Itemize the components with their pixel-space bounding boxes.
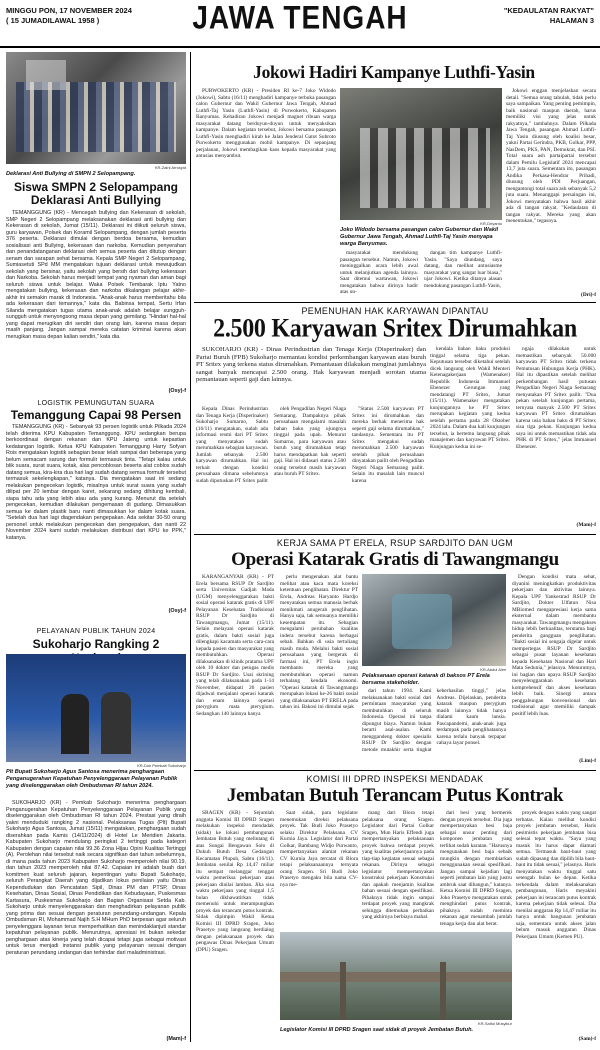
logistics-signature: (Osy)-f	[150, 608, 186, 614]
cataract-article-col1	[196, 574, 274, 766]
sritex-article-col4	[430, 346, 510, 530]
section-rule-1	[194, 302, 596, 303]
anti-bullying-photo	[6, 52, 186, 164]
bridge-signature: (Sam)-f	[560, 1036, 596, 1042]
jokowi-photo	[340, 88, 502, 220]
logistics-headline: Temanggung Capai 98 Persen	[10, 408, 182, 422]
ombudsman-award-photo	[6, 654, 186, 762]
cataract-photo-caption: Pelaksanaan operasi katarak di baksos PT Erela bersama stakeholder.	[362, 673, 490, 686]
bridge-article-col1	[196, 810, 274, 1044]
bridge-body-col2: Saat sidak, para legislator menemukan direksi pelaksana proyek. Tak Budi Joko Prasetyo selaku Direktur Pelaksana CV Kurnia Jaya. Legislator dari Partai Golkar, Bambang Widjo Purwanto, mempertanyakan alamat rekanan CV Kurnia Jaya tercatat di Blora tetapi pelaksanaannya ternyata orang Sragen. Sri Budi Joko Prasetyo mengaku bila nama CV-nya me-	[280, 810, 358, 888]
sritex-article-col5	[516, 346, 596, 530]
sritex-body-col1: Kepala Dinas Perindustrian dan Tenaga Kerja (Disperinaker) Sukoharjo Sumarno, Sabtu (16/11) mengatakan, sudah ada informasi resmi dari PT Sritex yang menyatakan sudah merumahkan sebagian karyawan. Jumlah sebanyak 2.500 karyawan dirumahkan. Hal ini terkait dengan kondisi perusahaan dimana sebelumnya sudah diputuskan PT Sritex pailit	[196, 406, 268, 484]
sritex-body-col3: "Status 2.500 karyawan PT Sritex ini dirumahkan dan mereka berhak menerima hak seperti gaji selama dirumahkan," tandasnya. Sementara itu PT Sritex mengakui sudah merumahkan 2.500 karyawan setelah pihak perusahaan dinyatakan pailit oleh Pengadilan Negeri Niaga Semarang pailit. Selain itu masalah lain muncul karena	[352, 406, 424, 484]
bridge-body-col4: dari besi yang bermerek dengan proyek tersebut. Dia juga mempertanyakan besi baja sebagai unsur penting dari komponen jembatan yang terlihat sudah karatan. "Harusnya mengunakan besi baja sebaik mungkin dengan membiarkan menggunakan sesuai spesifikasi. Jangan sampai kejadian lagi seperti jembatan lain yang justru ambruk saat dibangun," katanya. Ketua Komisi III DPRD Sragen, Joko Prasetyo mengatakan untuk menghindari putus kontrak, pihaknya sudah meminta rekanan agar menambah jumlah tenaga kerja dan alat berat.	[440, 810, 512, 927]
cataract-kicker: KERJA SAMA PT ERELA, RSUP SARDJITO DAN UGM	[276, 538, 514, 548]
public-service-article	[6, 800, 186, 1044]
sritex-article-col2	[274, 406, 346, 530]
cataract-article-col4	[512, 574, 596, 766]
bridge-kicker: KOMISI III DPRD INSPEKSI MENDADAK	[306, 774, 484, 784]
public-service-signature: (Mam)-f	[150, 1036, 186, 1042]
jokowi-photo-credit: KR-Driyanto	[480, 221, 502, 226]
bridge-body-col1: SRAGEN (KR) - Sejumlah anggota Komisi III DPRD Sragen melakukan inspeksi mendadak (sidak) ke lokasi pembangunan Jembatan Butuh yang melintang di atas Sungai Bengawan Solo di Dukuh Butuh Desa Gedangan Kecamatan Plupuh, Sabtu (16/11). Jembatan senilai Rp 14,47 miliar itu sempat melanggar tenggat waktu pemeriksa pekerjaan atau pekerjaan dinilai lamban. Jika sisa waktu pekerjaan yang tinggal 1,5 bulan dikhawatirkan tidak memenuhi untuk merampungkan proyek dan terancam putus kontrak. Sidak dipimpin Wakil Ketua Komisi III DPRD Sragen, Joko Prasetyo yang langsung berdialog dengan pelaksanaan proyek dan pengawas Dinas Pekerjaan Umum (DPU) Sragen.	[196, 810, 274, 953]
cataract-article-col2	[280, 574, 358, 766]
bridge-article-col4	[440, 810, 512, 930]
jokowi-headline: Jokowi Hadiri Kampanye Luthfi-Yasin	[253, 62, 535, 82]
ombudsman-photo-credit: KR-Dok Pemkab Sukoharjo	[137, 763, 186, 768]
jokowi-article-col1b	[196, 226, 336, 298]
sritex-article-col3	[352, 406, 424, 530]
section-rule-2	[194, 534, 596, 535]
cataract-photo-credit: KR-Abdul Alim	[480, 667, 506, 672]
sritex-lead	[196, 346, 426, 404]
cataract-photo	[362, 574, 506, 666]
anti-bullying-photo-credit: KR-Zaini Arrosyid	[154, 165, 186, 170]
column-divider	[190, 52, 191, 1042]
bridge-body-col5: proyek dengan waktu yang sangat terbatas. Kalau melihat kondisi proyek jembatan tersebut, Haris pesimistis pekerjaan jembatan bisa selesai tepat waktu. "Saya yang masuk itu harus dapat diamati semua. Termasuk baut-baut yang sudah dipasang dan dipilih bila baut-baut itu tidak sesuai," jelasnya. Haris menyatakan waktu tinggal satu setengah bulan ke depan. Ketika terkendala dalam melaksanakan pembangunan, Haris meyakini pekerjaan ini terancam putus kontrak karena pekerjaan tidak selesai. Dia menilai anggaran Rp 14,47 miliar itu hanya untuk bangunan jembatan saja, sementara untuk akses jalan belum masuk anggaran Dinas Pekerjaan Umum (Kemen PU).	[516, 810, 596, 940]
jokowi-signature: (Dri)-f	[560, 292, 596, 298]
cataract-body-col1: KARANGANYAR (KR) - PT Erela bersama RSUP Dr Sardjito serta Universitas Gadjah Mada (UGM) menyelenggarakan bakti sosial operasi katarak gratis di UPF Pelayanan Kesehatan Tradisional RSUP Dr Sardjito di Tawangmangu, Jumat (15/11). Selain melayani operasi katarak gratis, dalam bakti sosial juga dilengkapi kacamata serta cara-cara kepada pasien dan masyarakat yang membutuhkan. Operasi dilaksanakan di klinik pratama UPF oleh 10 dokter dan petugas medis RSUP Dr Sardjito. Usai skrining yang telah dilaksanakan pada 1-14 November, didapati 26 pasien dijadwal menjalani operasi katarak dan enam lainnya operasi pterygium mata pterygium. Sedangkan 140 lainnya hanya	[196, 574, 274, 717]
cataract-article-col3	[362, 688, 506, 766]
header-rule	[0, 46, 600, 48]
jokowi-article-col2	[506, 88, 596, 300]
sritex-body-col2: oleh Pengadilan Negeri Niaga Semarang. Dampaknya pihak perusahaan mengalami masalah bahan baku yang ujungnya tinggal pada upah. Menurut Sumarno, para karyawan atau buruh yang dirumahkan tetap harus mendapatkan hak seperti gaji. Hal ini didasari status 2.500 orang tersebut masih karyawan atau buruh PT Sritex.	[274, 406, 346, 477]
ombudsman-photo-caption: Plt Bupati Sukoharjo Agus Santosa menerima penghargaan Penganugerahan Kepatuhan Penyelenggaraan Pelayanan Publik yang diselenggarakan oleh Ombudsman RI tahun 2024.	[6, 769, 178, 789]
bridge-photo-caption: Legislator Komisi III DPRD Sragen saat sidak di proyek Jembatan Butuh.	[280, 1027, 474, 1033]
sritex-headline: 2.500 Karyawan Sritex Dirumahkan	[213, 314, 577, 344]
jokowi-photo-caption: Joko Widodo bersama pasangan calon Gubernur dan Wakil Gubernur Jawa Tengah, Ahmad Luthfi-Taj Yasin menyapa warga Banyumas.	[340, 227, 499, 247]
sritex-kicker: PEMENUHAN HAK KARYAWAN DIPANTAU	[301, 306, 489, 316]
bridge-headline: Jembatan Butuh Terancam Putus Kontrak	[226, 785, 564, 806]
sritex-signature: (Mam)-f	[560, 522, 596, 528]
page-number: HALAMAN 3	[549, 16, 594, 25]
bridge-article-col3	[362, 810, 434, 930]
jokowi-body-col2: Jokowi enggan menjelaskan secara detail. "Semua orang tahulah, tidak perlu saya sampaikan. Yang penting pemimpin, baik nasional maupun daerah, harus memiliki visi yang jelas untuk rakyatnya," tambahnya. Dalam Pilkada Jawa Tengah, pasangan Ahmad Luthfi-Taj Yasin diusung oleh koalisi besar, yakni Partai Gerindra, PKB, Golkar, PPP, NasDem, PKS, PAN, Demokrat, dan PSI. Total suara ash partaipartai tersebut dalam Pemilu Legislatif 2024 mencapai 13,7 juta suara. Sementara itu, pasangan Andika Perkasa-Hendrar Prihadi, diusung oleh PDI Perjuangan, mengantongi total suara ash sebanyak 5,2 juta suara. Menanggapi persaingan ini, Jokowi menyatakan bahwa hasil akhir ada di tangan rakyat. "Kedaulatan di tangan rakyat. Mereka yang akan menentukan," tegasnya.	[506, 88, 596, 224]
public-service-headline: Sukoharjo Rangking 2	[32, 637, 160, 651]
bridge-article-col2	[280, 810, 358, 930]
anti-bullying-body: TEMANGGUNG (KR) - Mencegah bullying dan Kekerasan di sekolah, SMP Negeri 2 Selopampang melaksanakan deklarasi anti bullying dan Kekerasan di sekolah, Jumat (15/11). Deklarasi ini diikuti seluruh siswa, guru karyawan, Polsek dan Koramil Selopampang, dengan jumlah peserta 376 peserta. Deklarasi dimulai dengan berdoa bersama, kemudian sosialisasi anti Bullying, kekerasan dan narkoba. Kemudian penyerahan dan penandatanganan deklarasi oleh semua peserta dan ditutup dengan senam dan sarapan sehat bersama. Kepala SMP Negeri 2 Selopampang, Sumiasetuti SPd MM mengatakan tujuan deklarasi untuk mewujudkan sekolah yang bersinar, yaitu sekolah yang bersih dari bullying kekerasan dan Narkoba. Sekolah harus menjadi tempat yang nyaman dan aman bagi seluruh siswa untuk belajar. Waka Polsek Tembarak Iptu Yatno mengatakan bullying, kekerasan dan narkoba dikalangan pelajar akhir-akhir ini semakin marak di Indonesia. "Anak-anak harus memberitahu bila ada kekerasan dari temannya," kata dia. Babinsa tempat, Sertu Irfan Silanda mengatakan tugas utama anak-anak adalah belajar sungguh-sungguh untuk menyongsong masa depan yang gemilang. "Hindari hal-hal yang dapat merugikan diri sendiri dan orang lain, karena masa depan masih panjang. Jangan sampai mereka catatan kriminal karena akan merugikan masa depan kalian sendiri," kata dia.	[6, 210, 186, 340]
jokowi-article-under1	[340, 250, 418, 298]
public-service-body: SUKOHARJO (KR) - Pemkab Sukoharjo menerima penghargaan Penganugerahan Kepatuhan Penyelenggaraan Pelayanan Publik yang diselenggarakan oleh Ombudsman RI tahun 2024. Prestasi yang diraih yakni menduduki rangking 2 nasional. Pelaksanaa Tugas (Plt) Bupati Sukoharjo Agus Santosa, Jumat (15/11) mengatakan, penghargaan sudah diserahkan pada Kamis (14/11/2024) di Hotel Le Meridien Jakarta. Kabupaten Sukoharjo mendulang peringkat 2 tertinggi pada kategori Kabupaten dengan capaian nilai 99.36 Zona Hijau Opini Kualitas Tertinggi (A). Perolehan nilai tersebut naik secara signifikan dari tahun sebelumnya, di mana pada tahun 2023 Kabupaten Sukoharjo memperoleh nilai 90.19, dan tahun 2023 memperoleh nilai 87.42. Capaian ini adalah buah dari komitmen kuat seluruh jajaran, kepentingan yaitu Bupati Sukoharjo, seluruh Perangkat Daerah yang dijadikan lokus penilaian yaitu Dinas Kependudukan dan Pencatatan Sipil, Dinas PM dan PTSP, Dinas Kesehatan, Dinas Sosial, Dinas Pendidikan dan Kebudayaan, Puskesmas Kartasura, Puskesmas Sukoharjo dan Bagian Organisasi Setda Kab. Sukoharjo untuk menyelenggarakan dan menghadirkan pelayanan publik yang prima dan sesuai dengan peraturan perundang-undangan. Kepala Ombudsman RI, Mohammad Najih S.H MHum PhD berpesan agar seluruh penyelenggara layanan terus memperhatikan dan menindaklanjuti standar kepatuhan pelayanan publik. Menurutnya, apresiasi ini bukan sekedar penghargaan atas kinerja yang telah dicapai tetapi juga sebagai motivasi untuk terus menjadi instansi publik yang pelayanan sesuai dengan peraturan perundang undangan dan terhindar dari maladministrasi.	[6, 800, 186, 956]
cataract-body-col2: perlu mengenakan alat bantu melihat atau kaca mata koreksi ketentuan penglihatan. Direktur PT Erela, Andreas Haryanto Hardjo menyatakan semua manusia berhak menikmati anugerah penglihatan. Hanya saja, tak semuanya memiliki kesempatan itu. Sebagian mengalami perubahan kualitas indera tersebut karena berbagai sebab. Bahkan di usia tertuliang masih muda. Melalui bakti sosial perusahaan yang bergerak di farmasi ini, PT Erela ingin membantu mereka yang membutuhkan operasi namun terhalang kendala ekonomi. "Operasi katarak di Tawangmangu merupakan lokasi ke-26 bakti sosial yang dilaksanakan PT ERELA pada tahun ini. Bakosi ini dimulai sejak	[280, 574, 358, 710]
sritex-body-col5: ngaja dilakukan untuk memastikan sebanyak 50.000 karyawan PT Sritex tidak terkena Pemutusan Hubungan Kerja (PHK). Hal itu dipastikan setelah melihat perkembangan hasil putusan Pengadilan Negeri Niaga Semarang menyatakan PT Sritex pailit. "Dua pekan setelah kunjungan pertama, ternyata manyak 2.500 PT Sritex karyawan PT Sritex dirumahkan karena usia bahan baku di PT Sritex sisa tiga pekan. Kunjungan kedua saya ini untuk memastikan tidak ada PHK di PT Sritex," jelas Immanuel Ebenezer.	[516, 346, 596, 450]
page-info	[504, 6, 594, 26]
jokowi-article-under2	[424, 250, 502, 298]
public-service-kicker: PELAYANAN PUBLIK TAHUN 2024	[36, 628, 156, 635]
anti-bullying-signature: (Osy)-f	[150, 388, 186, 394]
sritex-lead-text: SUKOHARJO (KR) - Dinas Perindustrian dan Tenaga Kerja (Disperinaker) dan Partai Buruh (FPB) Sukoharjo memantau kondisi perkembangan karyawan atau buruh PT Sritex yang terkena status dirumahkan. Pemantauan dilakukan menginat jumlahnya sangat banyak mencapai 2.500 orang. Hak karyawan menjadi sorotan utama pemantauan seperti gaji dan lainnya.	[196, 346, 426, 384]
sritex-body-col4: kendala bahan baku produksi tinggal selama tiga pekan. Keputusan tersebut diketahui setelah dicek langsung oleh Wakil Menteri Ketenagakerjaan (Wamenaker) Republik Indonesia Immanuel Ebenezer Gerungan yang mendatangi PT Sritex, Jumat (15/11). Wamenaker mengatakan kunjungannya ke PT Sritex merupakan kegiatan yang kedua setelah pertama pada 28 Oktober 2024 lalu. Dalam dua kali kunjungan tersebut, ia bertemu langsung pihak manajemen dan karyawan PT Sritex. Kunjungan kedua ini se-	[430, 346, 510, 450]
sritex-article-col1	[196, 406, 268, 530]
logistics-kicker: LOGISTIK PEMUNGUTAN SUARA	[37, 400, 155, 407]
cataract-body-col4: Dengan kondisi mata sehat, diyanini meningkatkan produktivitas pekerjaan dan aktivitas lainnya. Kepala UPF Yankestrad RSUP Dr Sardjito, Dokter Ulfatun Nisa MBiomed mengapresiasi kerja sama eksternal dalam membantu masyarakat. Tawangmangu mengakses hidup lebih berkualitas, terutama bagi penderita gangguan penglihatan. "Bakti sosial ini sengaja digelar untuk mempertegas RSUP Dr Sardjito sebagai pusat layanan kesehatan kepada Kesehatan Nasional dan Hari Mata Sedunia," jelasnya. Menurutnya, ini bagian dan upaya RSUP Sardjito menyelenggarakan kesehatan komprehensif dan akses kesehatan lebih baik. Sinergi antara penggabungan konvensional dan tradisional agar memiliki dampak positif lebih luas.	[512, 574, 596, 717]
jokowi-article-col1	[196, 88, 336, 226]
bridge-photo	[280, 932, 512, 1020]
bridge-article-col5	[516, 810, 596, 1044]
jokowi-body-under1: masyarakat mendukung pasangan tersebut. Namun, Jokowi meninggalkan acara lebih awal untuk melanjutkan agenda lainnya. Saat ditemui wartawan, Jokowi mengatakan bahwa dirinya hadir atas un-	[340, 250, 418, 295]
edition-hijri-date: ( 15 JUMADILAWAL 1958 )	[6, 16, 100, 25]
anti-bullying-photo-caption: Deklarasi Anti Bullying di SMPN 2 Selopampang.	[6, 171, 136, 177]
jokowi-body-under2: dangan tim kampanye Luthfi-Yasin. "Saya diundang, saya datang, dan melihat antusiasme masyarakat yang sangat luar biasa," ujar Jokowi. Ketika ditanya alasan mendukung pasangan Luthfi-Yasin,	[424, 250, 502, 289]
bridge-photo-credit: KR-Saiful Musyikur	[477, 1021, 512, 1026]
anti-bullying-article	[6, 210, 186, 396]
newspaper-motto: "KEDAULATAN RAKYAT"	[503, 6, 594, 15]
section-rule-3	[194, 770, 596, 771]
cataract-body-col3: dari tahun 1994. Kami melaksanakan bakti sosial dari permintaan masyarakat yang membutuhkan di seluruh Indonesia. Operasi ini tanpa dipungut biaya. Namun bukan berarti asal-asalan. Kami menggandeng dokter spesialis RSUP Dr Sardjito dengan metode mutakhir serta tingkat keberhasilan tinggi," jelas Andreas. Dijelaskan, penderita katarak maupun pterygium masih lainnya tidak hanya dialami kaum lansia. Pascapandemi, anak-anak juga terdampak pada penglihatannya karena terlalu banyak terpapar cahaya layar ponsel.	[362, 688, 506, 753]
cataract-signature: (Lim)-f	[560, 758, 596, 764]
page-title: JAWA TENGAH	[192, 0, 408, 36]
bridge-body-col3: mang dari Blora tetapi pelaksana orang Sragen. Legislator dari Partai Golkar Sragen, Mun Haris Effendi juga mempertanyakan pelaksanaan proyek bahwa terdapat proyek yang kualitas pekerjaannya pada tiap-tiap kegiatan sesuai sebagai rekanan. Dirinya sebagai legislator mempertanyakan konstruksi pekerjaan Konstruksi dan apakah menjamin kualitas bahan sesuai dengan spesifikasi. Pihaknya tidak ingin sampai terdapat proyek yang mangkrak sehingga ditemukan perbaikan yang akhirnya berbiaya mahal.	[362, 810, 434, 920]
edition-date: MINGGU PON, 17 NOVEMBER 2024	[6, 6, 132, 15]
logistics-article	[6, 424, 186, 616]
logistics-body: TEMANGGUNG (KR) - Sebanyak 93 persen logistik untuk Pilkada 2024 telah diterima KPU Kabupaten Temanggung. KPU sedangkan berupa berkoordinasi dengan rekanan dan KPU Jateng untuk kepastian kedatangan logistik. Ketua KPU Kabupaten Temanggung Harry Sofyan Rois mengatakan logistik sebagian besar telah sampai dan beberapa yang belum semacam sarung dan formulir termasuk tinta. "Tetapi kalau untuk blik suara, surat suara, kotak, alas pencoblosan beserta alat coblos sudah datang semua, kira-kira dua hari lagi sudah datang semua formulir tersebut termasuk sekelengkapan," katanya. Dia mengatakan saat ini sedang melakukan pengecekan logistik, misalnya untuk surat suara yang sudah dilipat per 20 lembar dengan karet, sekarang sedang dihitung kembali, siapa tahu ada yang lebih atau ada yang kurang. Menurut dia setelah pengecekan, kemudian dilakukan pengemasan di gudang. Dimasukkan semua ke dalam plastik baru nanti dimasukkan ke dalam kotak suara. "Setelah dua hari lagi diagendakan pengepakan. Ada sekitar 30-50 orang personel untuk melakukan pengecekan dan pengepakan, dan nanti 22 November 2024 kami sudah melakukan distribusi dari KPU ke PPK," katanya.	[6, 424, 186, 541]
jokowi-body-col1: PURWOKERTO (KR) - Presiden RI ke-7 Joko Widodo (Jokowi), Sabtu (16/11) menghadiri kampanye terbuka pasangan calon Gubernur dan Wakil Gubernur Jawa Tengah, Ahmad Luthfi-Taj Yasin (Luthfi-Yasin) di Purwokerto, Kabupaten Banyumas. Kehadiran Jokowi menjadi magnet ribuan warga masyarakat datang berduyun-duyun untuk menyaksikan kampanye. Dalam kegiatan tersebut, Jokowi bersama pasangan Luthfi-Yasin menghadiri kirab ke Jalan Jenderal Gatot Subroto Purwokerto menggunakan mobil kampanye. Di sepanjang perjalanan, Jokowi membagikan kaos kepada masyarakat yang antusias menyambut.	[196, 88, 336, 159]
anti-bullying-headline: Siswa SMPN 2 Selopampang Deklarasi Anti Bullying	[13, 180, 179, 207]
cataract-headline: Operasi Katarak Gratis di Tawangmangu	[231, 549, 559, 570]
